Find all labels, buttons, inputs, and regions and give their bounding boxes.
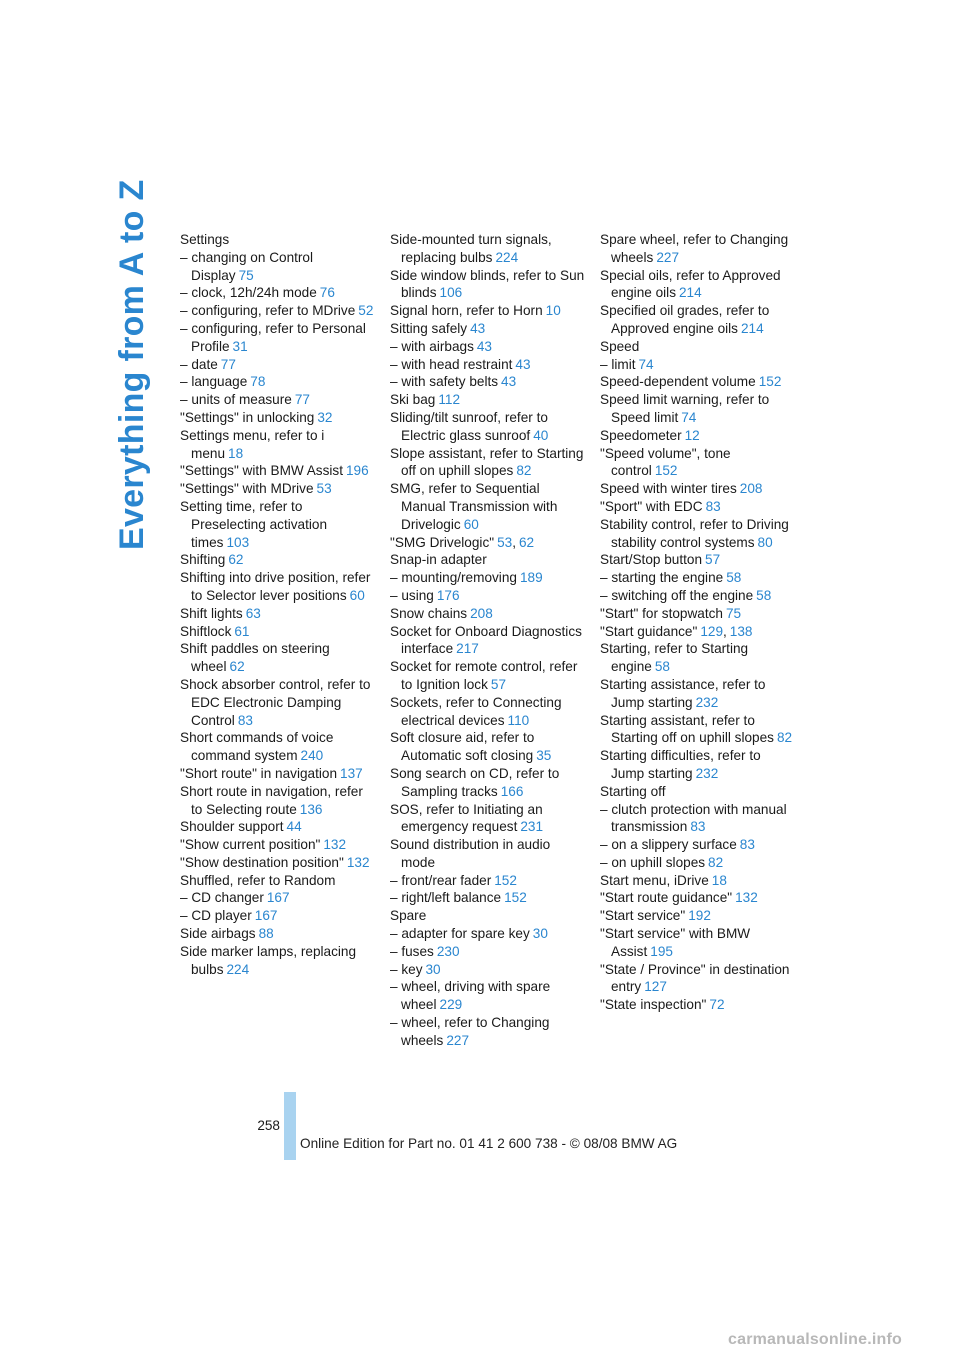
- page-reference-link[interactable]: 240: [300, 748, 324, 764]
- page-reference-link[interactable]: 132: [323, 837, 347, 853]
- page-reference-link[interactable]: 132: [346, 854, 370, 870]
- index-entry: [600, 516, 796, 552]
- index-entry-term: Speed limit warning, refer to Speed limit: [600, 392, 770, 425]
- index-entry: [180, 356, 376, 374]
- page-reference-link[interactable]: 31: [232, 338, 248, 354]
- index-entry-term: Start/Stop button: [600, 552, 703, 568]
- page-reference-link[interactable]: 232: [695, 765, 719, 781]
- index-entry: [180, 907, 376, 925]
- section-side-title: [112, 179, 152, 550]
- index-entry: [180, 302, 376, 320]
- page-reference-link[interactable]: 132: [735, 890, 758, 906]
- index-entry-term: – units of measure: [180, 392, 292, 408]
- page-reference-link[interactable]: 62: [228, 552, 244, 568]
- index-entry-term: Settings menu, refer to i menu: [180, 427, 325, 461]
- index-entry-term: – switching off the engine: [600, 587, 754, 603]
- index-entry: [390, 765, 586, 801]
- page-reference-link[interactable]: 167: [254, 908, 278, 924]
- page-reference-link[interactable]: 60: [463, 516, 479, 532]
- index-entry-term: Snap-in adapter: [390, 552, 487, 568]
- index-entry: [180, 284, 376, 302]
- page-reference-link[interactable]: 231: [520, 819, 544, 835]
- index-entry: [180, 391, 376, 409]
- page-reference-link[interactable]: 82: [776, 730, 793, 746]
- index-entry-term: Short commands of voice command system: [180, 730, 334, 764]
- index-entry-term: – with head restraint: [390, 356, 513, 372]
- index-entry: [180, 249, 376, 285]
- index-entry-term: – CD changer: [180, 890, 264, 906]
- index-entry: [180, 729, 376, 765]
- page-reference-link[interactable]: 43: [470, 320, 486, 336]
- index-entry: [180, 427, 376, 463]
- index-entry-term: "Settings" with BMW Assist: [180, 463, 343, 479]
- index-entry: [390, 836, 586, 872]
- page-reference-link[interactable]: 60: [349, 587, 365, 603]
- index-entry-term: Side window blinds, refer to Sun blinds: [390, 267, 585, 301]
- index-entry: [180, 551, 376, 569]
- page-reference-link[interactable]: 18: [228, 445, 244, 461]
- index-entry: [600, 889, 796, 907]
- index-entry-term: Shifting: [180, 552, 226, 568]
- index-entry: [390, 801, 586, 837]
- page-reference-link[interactable]: 78: [250, 374, 266, 390]
- page-reference-link[interactable]: 72: [709, 997, 725, 1013]
- index-entry: [180, 498, 376, 551]
- index-entry-term: "Settings" with MDrive: [180, 481, 314, 497]
- index-entry-term: – adapter for spare key: [390, 926, 530, 942]
- index-entry: [600, 854, 796, 872]
- index-entry: [180, 889, 376, 907]
- page-ref-separator: ,: [723, 623, 727, 639]
- page-reference-link[interactable]: 224: [495, 249, 519, 265]
- page-reference-link[interactable]: 18: [711, 872, 727, 888]
- page-reference-link[interactable]: 52: [358, 303, 374, 319]
- page-reference-link[interactable]: 40: [533, 427, 549, 443]
- index-entry-term: – mounting/removing: [390, 570, 517, 586]
- page-reference-link[interactable]: 227: [446, 1032, 470, 1048]
- page-reference-link[interactable]: 74: [681, 409, 697, 425]
- index-entry: [390, 445, 586, 481]
- index-entry-term: Shock absorber control, refer to EDC Electronic Damping Control: [180, 676, 371, 728]
- index-entry-term: Speedometer: [600, 427, 682, 443]
- index-entry: [180, 854, 376, 872]
- index-entry-term: – front/rear fader: [390, 872, 492, 888]
- page-reference-link[interactable]: 214: [679, 285, 702, 301]
- page-reference-link[interactable]: 227: [656, 249, 680, 265]
- page-reference-link[interactable]: 137: [340, 765, 363, 781]
- index-entry-term: Sliding/tilt sunroof, refer to Electric glass sunroof: [390, 409, 548, 443]
- page-reference-link[interactable]: 106: [439, 285, 463, 301]
- footer-accent-bar: [284, 1092, 296, 1160]
- index-entry-term: "Settings" in unlocking: [180, 409, 315, 425]
- page-reference-link[interactable]: 129: [700, 623, 724, 639]
- page-reference-link[interactable]: 166: [500, 783, 524, 799]
- index-entry: [390, 391, 586, 409]
- page-number: 258: [257, 1118, 280, 1133]
- index-entry: [600, 302, 796, 338]
- index-entry-term: SMG, refer to Sequential Manual Transmission with Drivelogic: [390, 481, 558, 532]
- page-reference-link[interactable]: 83: [739, 837, 755, 853]
- index-entry: [390, 302, 586, 320]
- index-entry: [600, 783, 796, 801]
- index-entry: [390, 694, 586, 730]
- index-entry: [600, 712, 796, 748]
- index-entry: [600, 267, 796, 303]
- footer-edition-text: Online Edition for Part no. 01 41 2 600 738 - © 08/08 BMW AG: [300, 1136, 678, 1151]
- page-reference-link[interactable]: 83: [705, 498, 721, 514]
- index-entry-term: – clock, 12h/24h mode: [180, 285, 317, 301]
- index-entry: [390, 551, 586, 569]
- page-reference-link[interactable]: 232: [695, 694, 719, 710]
- index-entry-term: Socket for Onboard Diagnostics interface: [390, 623, 582, 657]
- index-entry-term: Stability control, refer to Driving stability control systems: [600, 516, 789, 550]
- index-entry: [600, 551, 796, 569]
- index-entry: [390, 267, 586, 303]
- page-reference-link[interactable]: 103: [226, 534, 250, 550]
- index-entry-term: – wheel, driving with spare wheel: [390, 979, 551, 1013]
- index-entry: [390, 231, 586, 267]
- page-reference-link[interactable]: 229: [439, 997, 463, 1013]
- index-entry-term: Shift lights: [180, 605, 243, 621]
- index-entry-term: Side marker lamps, replacing bulbs: [180, 943, 357, 977]
- index-entry: [600, 338, 796, 356]
- index-entry: [390, 623, 586, 659]
- index-entry: [390, 605, 586, 623]
- page-reference-link[interactable]: 53: [497, 534, 513, 550]
- index-entry: [180, 569, 376, 605]
- index-entry-term: Song search on CD, refer to Sampling tracks: [390, 765, 560, 799]
- page-reference-link[interactable]: 224: [226, 961, 250, 977]
- index-entry: [180, 320, 376, 356]
- index-entry-term: "Start guidance": [600, 623, 698, 639]
- index-entry: [600, 996, 796, 1014]
- index-entry: [600, 640, 796, 676]
- page-reference-link[interactable]: 152: [504, 890, 527, 906]
- section-side-title-text: Everything from A to Z: [113, 179, 151, 550]
- index-entry-term: "Start" for stopwatch: [600, 605, 723, 621]
- page-reference-link[interactable]: 152: [494, 872, 517, 888]
- page-reference-link[interactable]: 77: [220, 356, 236, 372]
- index-entry: [600, 907, 796, 925]
- index-entry-term: "SMG Drivelogic": [390, 534, 495, 550]
- page-reference-link[interactable]: 32: [317, 409, 333, 425]
- index-entry-term: Specified oil grades, refer to Approved engine oils: [600, 303, 770, 336]
- index-entry-term: – date: [180, 356, 218, 372]
- index-entry-term: Starting difficulties, refer to Jump starting: [600, 748, 761, 781]
- index-entry: [180, 373, 376, 391]
- index-entry: [390, 907, 586, 925]
- index-entry-term: – wheel, refer to Changing wheels: [390, 1015, 550, 1048]
- page-reference-link[interactable]: 192: [688, 908, 711, 924]
- page-reference-link[interactable]: 63: [245, 605, 261, 621]
- index-entry: [390, 373, 586, 391]
- index-entry-term: Signal horn, refer to Horn: [390, 303, 543, 319]
- index-entry-term: Shiftlock: [180, 623, 232, 639]
- index-entry: [390, 587, 586, 605]
- index-entry: [600, 569, 796, 587]
- page-reference-link[interactable]: 58: [726, 570, 742, 586]
- page-reference-link[interactable]: 82: [516, 463, 532, 479]
- page-ref-separator: ,: [512, 534, 516, 550]
- page-reference-link[interactable]: 83: [237, 712, 253, 728]
- page-reference-link[interactable]: 167: [266, 890, 290, 906]
- page-reference-link[interactable]: 110: [507, 712, 530, 728]
- index-entry: [600, 480, 796, 498]
- page-reference-link[interactable]: 208: [470, 605, 493, 621]
- index-entry: [600, 498, 796, 516]
- page-reference-link[interactable]: 44: [286, 819, 302, 835]
- index-entry-term: "Speed volume", tone control: [600, 445, 731, 479]
- index-entry: [600, 925, 796, 961]
- index-entry: [180, 605, 376, 623]
- index-entry: [390, 569, 586, 587]
- index-entry: [180, 676, 376, 729]
- index-entry-term: – on a slippery surface: [600, 837, 737, 853]
- page-reference-link[interactable]: 53: [316, 481, 332, 497]
- index-entry: [180, 943, 376, 979]
- page-reference-link[interactable]: 30: [532, 926, 548, 942]
- page-reference-link[interactable]: 176: [436, 587, 460, 603]
- index-entry: [390, 356, 586, 374]
- index-entry-term: "Start route guidance": [600, 890, 733, 906]
- index-entry-term: "State inspection": [600, 997, 707, 1013]
- index-entry-term: – fuses: [390, 943, 434, 959]
- index-entry: [390, 1014, 586, 1050]
- index-entry-term: – language: [180, 374, 248, 390]
- index-entry: [390, 480, 586, 533]
- index-entry-term: – key: [390, 961, 423, 977]
- index-entry-term: – configuring, refer to Personal Profile: [180, 320, 366, 354]
- index-entry-term: Sockets, refer to Connecting electrical devices: [390, 694, 562, 728]
- page-reference-link[interactable]: 75: [725, 605, 742, 621]
- page-reference-link[interactable]: 217: [456, 641, 479, 657]
- page-reference-link[interactable]: 61: [234, 623, 250, 639]
- index-entry-term: Sitting safely: [390, 320, 468, 336]
- index-entry: [180, 836, 376, 854]
- page-reference-link[interactable]: 10: [545, 303, 561, 319]
- index-entry: [180, 765, 376, 783]
- index-entry: [600, 587, 796, 605]
- page-reference-link[interactable]: 43: [515, 356, 531, 372]
- page-reference-link[interactable]: 77: [294, 392, 310, 408]
- page-reference-link[interactable]: 136: [299, 801, 323, 817]
- index-entry: [390, 978, 586, 1014]
- index-entry: [180, 818, 376, 836]
- page-reference-link[interactable]: 83: [690, 819, 706, 835]
- index-entry-term: Starting assistance, refer to Jump starting: [600, 676, 766, 710]
- page-reference-link[interactable]: 189: [519, 570, 543, 586]
- index-entry: [180, 925, 376, 943]
- page-reference-link[interactable]: 35: [536, 748, 552, 764]
- index-entry-term: Special oils, refer to Approved engine oils: [600, 267, 781, 301]
- index-entry-term: Starting, refer to Starting engine: [600, 641, 749, 675]
- page-reference-link[interactable]: 43: [501, 374, 517, 390]
- index-entry-term: – limit: [600, 356, 636, 372]
- index-entry-term: Ski bag: [390, 392, 436, 408]
- page-reference-link[interactable]: 30: [425, 961, 441, 977]
- index-entry-term: Slope assistant, refer to Starting off on uphill slopes: [390, 445, 584, 479]
- index-entry-term: Settings: [180, 232, 230, 247]
- page-reference-link[interactable]: 43: [476, 338, 492, 354]
- page-reference-link[interactable]: 127: [644, 979, 667, 995]
- index-entry-term: – configuring, refer to MDrive: [180, 303, 356, 319]
- index-entry: [390, 889, 586, 907]
- index-entry-term: Side airbags: [180, 926, 256, 942]
- index-entry-term: "Start service" with BMW Assist: [600, 926, 751, 959]
- page-reference-link[interactable]: 57: [490, 676, 507, 692]
- index-entry-term: – on uphill slopes: [600, 854, 706, 870]
- index-entry: [600, 427, 796, 445]
- index-entry-term: Shift paddles on steering wheel: [180, 641, 330, 675]
- index-column-1: [180, 231, 376, 978]
- index-entry-term: Setting time, refer to Preselecting activation times: [180, 498, 328, 550]
- index-entry: [600, 801, 796, 837]
- index-entry: [180, 462, 376, 480]
- page-reference-link[interactable]: 62: [229, 659, 245, 675]
- index-entry-term: – changing on Control Display: [180, 249, 314, 283]
- page-reference-link[interactable]: 74: [638, 356, 654, 372]
- index-entry: [390, 658, 586, 694]
- index-entry: [600, 623, 796, 641]
- index-entry: [180, 231, 376, 249]
- page-reference-link[interactable]: 58: [654, 659, 670, 675]
- index-entry: [600, 373, 796, 391]
- index-entry: [600, 356, 796, 374]
- index-entry-term: Shoulder support: [180, 819, 284, 835]
- index-entry-term: Starting off: [600, 783, 666, 799]
- index-entry: [600, 676, 796, 712]
- page-reference-link[interactable]: 12: [684, 427, 700, 443]
- index-entry-term: "State / Province" in destination entry: [600, 961, 790, 995]
- index-entry: [390, 409, 586, 445]
- index-entry-term: Shifting into drive position, refer to Selector lever positions: [180, 570, 371, 603]
- index-entry-term: – right/left balance: [390, 890, 502, 906]
- index-entry: [600, 391, 796, 427]
- page-reference-link[interactable]: 112: [438, 392, 461, 408]
- index-column-3: [600, 231, 796, 1014]
- index-entry: [390, 729, 586, 765]
- index-entry-term: Short route in navigation, refer to Selecting route: [180, 783, 363, 817]
- page-reference-link[interactable]: 152: [654, 463, 678, 479]
- index-entry: [600, 605, 796, 623]
- page-reference-link[interactable]: 62: [518, 534, 535, 550]
- index-entry-term: Start menu, iDrive: [600, 872, 709, 888]
- page-reference-link[interactable]: 230: [436, 943, 460, 959]
- index-entry-term: Speed-dependent volume: [600, 374, 756, 390]
- index-entry-term: Speed: [600, 338, 640, 354]
- page-reference-link[interactable]: 58: [756, 587, 772, 603]
- index-entry-term: Sound distribution in audio mode: [390, 837, 551, 870]
- page-reference-link[interactable]: 196: [346, 463, 369, 479]
- index-entry: [180, 409, 376, 427]
- index-entry-term: Spare: [390, 908, 427, 924]
- index-entry-term: Soft closure aid, refer to Automatic soft closing: [390, 730, 535, 764]
- index-entry: [600, 231, 796, 267]
- index-entry-term: Speed with winter tires: [600, 481, 737, 497]
- index-entry-term: Snow chains: [390, 605, 468, 621]
- index-entry: [390, 338, 586, 356]
- index-entry-term: "Sport" with EDC: [600, 498, 703, 514]
- index-entry-term: Starting assistant, refer to Starting off on uphill slopes: [600, 712, 774, 746]
- index-entry-term: "Short route" in navigation: [180, 765, 338, 781]
- index-entry-term: Spare wheel, refer to Changing wheels: [600, 232, 789, 265]
- page-reference-link[interactable]: 75: [238, 267, 254, 283]
- page-reference-link[interactable]: 138: [729, 623, 753, 639]
- page-reference-link[interactable]: 57: [705, 552, 721, 568]
- page-reference-link[interactable]: 82: [708, 854, 724, 870]
- index-entry: [180, 640, 376, 676]
- index-entry: [600, 836, 796, 854]
- index-entry-term: "Start service": [600, 908, 686, 924]
- index-entry-term: – with airbags: [390, 338, 474, 354]
- index-entry-term: – with safety belts: [390, 374, 499, 390]
- index-entry: [390, 872, 586, 890]
- index-entry: [600, 961, 796, 997]
- index-entry: [390, 961, 586, 979]
- index-entry: [600, 445, 796, 481]
- index-entry: [180, 480, 376, 498]
- index-entry-term: – starting the engine: [600, 570, 724, 586]
- index-entry-term: Shuffled, refer to Random: [180, 872, 336, 888]
- page-reference-link[interactable]: 195: [650, 943, 673, 959]
- page-reference-link[interactable]: 76: [319, 285, 335, 301]
- index-entry-term: – clutch protection with manual transmission: [600, 801, 787, 835]
- page-reference-link[interactable]: 152: [758, 374, 782, 390]
- index-entry: [180, 623, 376, 641]
- index-entry: [600, 872, 796, 890]
- page-reference-link[interactable]: 214: [740, 320, 764, 336]
- page-reference-link[interactable]: 208: [739, 481, 763, 497]
- index-entry-term: – CD player: [180, 908, 252, 924]
- watermark: carmanualsonline.info: [728, 1331, 903, 1348]
- index-entry-term: Socket for remote control, refer to Ignition lock: [390, 659, 578, 692]
- index-entry-term: "Show current position": [180, 837, 321, 853]
- page-reference-link[interactable]: 80: [757, 534, 773, 550]
- index-column-2: [390, 231, 586, 1050]
- index-entry: [390, 534, 586, 552]
- index-entry-term: – using: [390, 587, 434, 603]
- index-entry: [390, 925, 586, 943]
- index-entry: [390, 943, 586, 961]
- index-entry-term: SOS, refer to Initiating an emergency request: [390, 801, 543, 835]
- index-entry: [180, 872, 376, 890]
- page-reference-link[interactable]: 88: [258, 926, 274, 942]
- index-entry-term: Side-mounted turn signals, replacing bulbs: [390, 232, 552, 265]
- index-entry: [390, 320, 586, 338]
- index-entry-term: "Show destination position": [180, 854, 344, 870]
- index-entry: [600, 747, 796, 783]
- index-entry: [180, 783, 376, 819]
